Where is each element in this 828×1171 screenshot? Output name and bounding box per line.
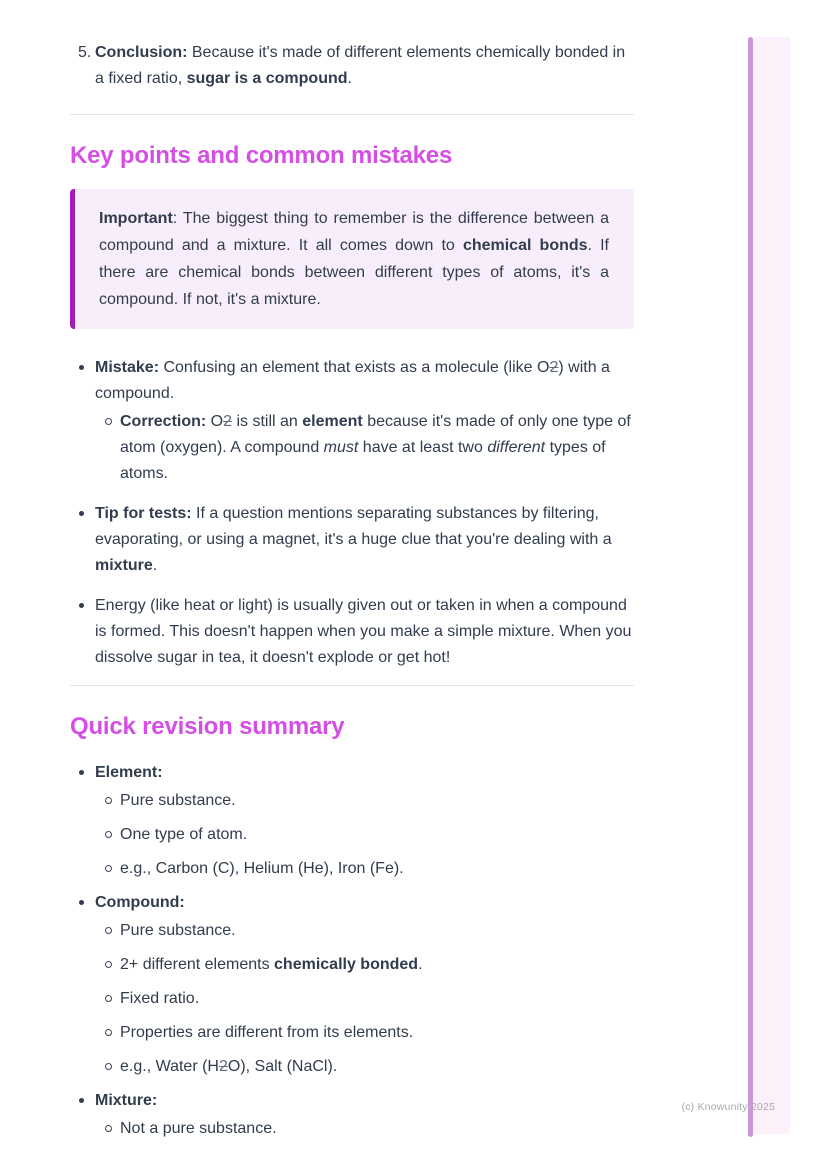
list-item-tip <box>70 501 634 579</box>
list-item-energy <box>70 593 634 671</box>
sub-list-item <box>70 986 634 1012</box>
revision-item-compound <box>70 890 634 1080</box>
circle-bullet-icon <box>105 927 112 934</box>
sub-list-item <box>70 822 634 848</box>
sub-list <box>70 1116 634 1142</box>
sub-list-item-text: 2+ different elements chemically bonded. <box>120 956 423 973</box>
conclusion-text: Conclusion: Because it's made of different elements chemically bonded in a fixed ratio, sugar is a compound. <box>95 44 626 87</box>
sub-list-item-text: Properties are different from its elements. <box>120 1024 414 1041</box>
conclusion-list-item <box>70 40 634 92</box>
revision-item-label: Compound: <box>95 894 185 911</box>
section-divider <box>70 685 634 686</box>
sub-list-item <box>70 788 634 814</box>
list-item-text: Mistake: Confusing an element that exists as a molecule (like O2) with a compound. <box>95 359 610 402</box>
sub-list <box>70 409 634 487</box>
sub-list <box>70 788 634 882</box>
circle-bullet-icon <box>105 995 112 1002</box>
sub-list-item-text: Not a pure substance. <box>120 1120 277 1137</box>
sub-list-item-correction <box>70 409 634 487</box>
sub-list <box>70 918 634 1080</box>
quick-revision-heading: Quick revision summary <box>70 713 345 740</box>
circle-bullet-icon <box>105 865 112 872</box>
right-stripe-line <box>748 37 753 1137</box>
bullet-icon <box>79 603 84 608</box>
revision-item-label: Mixture: <box>95 1092 158 1109</box>
quick-revision-list <box>70 760 634 1142</box>
list-item-mistake <box>70 355 634 487</box>
watermark: (c) Knowunity 2025 <box>681 1101 775 1113</box>
revision-item-label: Element: <box>95 764 163 781</box>
section-divider <box>70 114 634 115</box>
sub-list-item-text: Correction: O2 is still an element because it's made of only one type of atom (oxygen). A compound must have at least two different types of atoms. <box>120 413 631 482</box>
key-points-heading: Key points and common mistakes <box>70 142 453 169</box>
sub-list-item-text: Fixed ratio. <box>120 990 200 1007</box>
bullet-icon <box>79 511 84 516</box>
bullet-icon <box>79 770 84 775</box>
bullet-icon <box>79 1098 84 1103</box>
revision-item-element <box>70 760 634 882</box>
bullet-icon <box>79 365 84 370</box>
sub-list-item <box>70 918 634 944</box>
right-stripe-panel <box>753 37 790 1134</box>
sub-list-item-text: e.g., Carbon (C), Helium (He), Iron (Fe). <box>120 860 404 877</box>
key-points-list <box>70 355 634 671</box>
document-content <box>70 40 634 1150</box>
sub-list-item-text: Pure substance. <box>120 922 236 939</box>
important-callout <box>70 189 634 329</box>
circle-bullet-icon <box>105 1125 112 1132</box>
bullet-icon <box>79 900 84 905</box>
sub-list-item-text: Pure substance. <box>120 792 236 809</box>
list-item-text: Tip for tests: If a question mentions separating substances by filtering, evaporating, or using a magnet, it's a huge clue that you're dealing with a mixture. <box>95 505 612 574</box>
circle-bullet-icon <box>105 418 112 425</box>
list-item-number: 5. <box>78 44 92 61</box>
sub-list-item <box>70 1020 634 1046</box>
circle-bullet-icon <box>105 831 112 838</box>
circle-bullet-icon <box>105 961 112 968</box>
sub-list-item-text: e.g., Water (H2O), Salt (NaCl). <box>120 1058 338 1075</box>
sub-list-item-text: One type of atom. <box>120 826 248 843</box>
sub-list-item <box>70 1116 634 1142</box>
circle-bullet-icon <box>105 797 112 804</box>
circle-bullet-icon <box>105 1063 112 1070</box>
sub-list-item <box>70 1054 634 1080</box>
circle-bullet-icon <box>105 1029 112 1036</box>
sub-list-item <box>70 856 634 882</box>
sub-list-item <box>70 952 634 978</box>
revision-item-mixture <box>70 1088 634 1142</box>
list-item-text: Energy (like heat or light) is usually given out or taken in when a compound is formed. This doesn't happen when you make a simple mixture. When you dissolve sugar in tea, it doesn't explode or get hot! <box>95 597 632 666</box>
callout-text: Important: The biggest thing to remember is the difference between a compound and a mixture. It all comes down to chemical bonds. If there are chemical bonds between different types of atoms, it's a compound. If not, it's a mixture. <box>99 210 610 308</box>
